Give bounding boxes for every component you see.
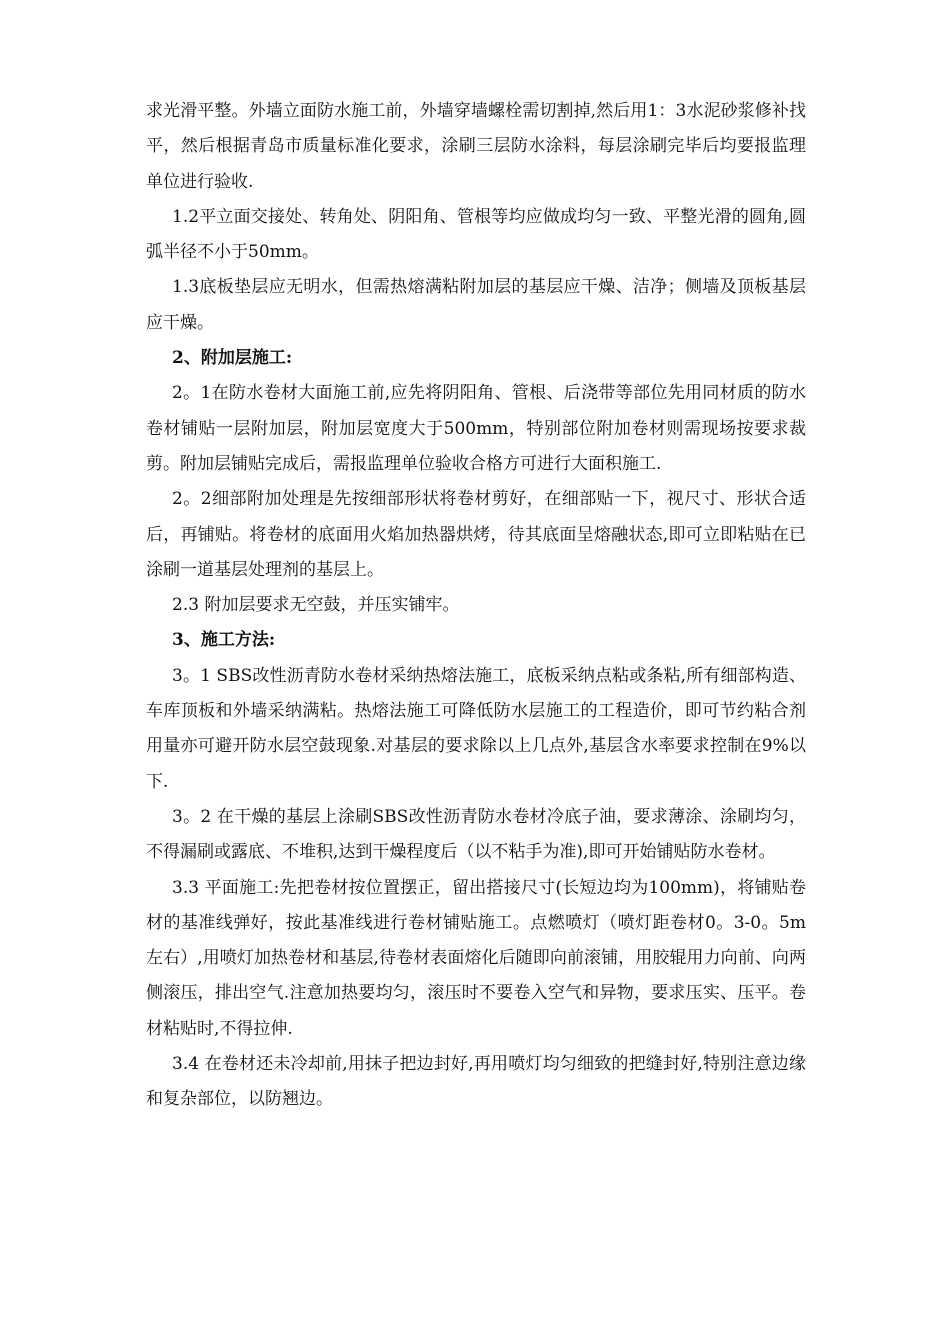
paragraph-3-4: 3.4 在卷材还未冷却前,用抹子把边封好,再用喷灯均匀细致的把缝封好,特别注意边缘和复杂部位，以防翘边。 [146, 1054, 806, 1110]
paragraph-2-3: 2.3 附加层要求无空鼓，并压实铺牢。 [172, 595, 460, 616]
paragraph-1: 求光滑平整。外墙立面防水施工前，外墙穿墙螺栓需切割掉,然后用1：3水泥砂浆修补找平，然后根据青岛市质量标准化要求，涂刷三层防水涂料，每层涂刷完毕后均要报监理单位进行验收. [146, 101, 806, 192]
paragraph-2-2: 2。2细部附加处理是先按细部形状将卷材剪好，在细部贴一下，视尺寸、形状合适后，再铺贴。将卷材的底面用火焰加热器烘烤，待其底面呈熔融状态,即可立即粘贴在已涂刷一道基层处理剂的基层上。 [146, 489, 806, 580]
paragraph-3-1: 3。1 SBS改性沥青防水卷材采纳热熔法施工，底板采纳点粘或条粘,所有细部构造、车库顶板和外墙采纳满粘。热熔法施工可降低防水层施工的工程造价，即可节约粘合剂用量亦可避开防水层空鼓现象.对基层的要求除以上几点外,基层含水率要求控制在9%以下. [146, 665, 806, 792]
paragraph-1-2: 1.2平立面交接处、转角处、阴阳角、管根等均应做成均匀一致、平整光滑的圆角,圆弧半径不小于50mm。 [146, 206, 806, 263]
section-heading-3: 3、施工方法: [172, 630, 276, 651]
paragraph-3-2: 3。2 在干燥的基层上涂刷SBS改性沥青防水卷材冷底子油，要求薄涂、涂刷均匀，不得漏刷或露底、不堆积,达到干燥程度后（以不粘手为准),即可开始铺贴防水卷材。 [146, 806, 806, 863]
document-body [146, 94, 806, 1118]
paragraph-2-1: 2。1在防水卷材大面施工前,应先将阴阳角、管根、后浇带等部位先用同材质的防水卷材铺贴一层附加层，附加层宽度大于500mm，特别部位附加卷材则需现场按要求裁剪。附加层铺贴完成后，需报监理单位验收合格方可进行大面积施工. [146, 383, 806, 474]
section-heading-2: 2、附加层施工: [172, 348, 293, 369]
paragraph-3-3: 3.3 平面施工:先把卷材按位置摆正，留出搭接尺寸(长短边均为100mm)，将铺贴卷材的基准线弹好，按此基准线进行卷材铺贴施工。点燃喷灯（喷灯距卷材0。3-0。5m左右）,用喷灯加热卷材和基层,待卷材表面熔化后随即向前滚铺，用胶辊用力向前、向两侧滚压，排出空气.注意加热要均匀，滚压时不要卷入空气和异物，要求压实、压平。卷材粘贴时,不得拉伸. [146, 877, 806, 1039]
paragraph-1-3: 1.3底板垫层应无明水，但需热熔满粘附加层的基层应干燥、洁净；侧墙及顶板基层应干燥。 [146, 277, 806, 333]
